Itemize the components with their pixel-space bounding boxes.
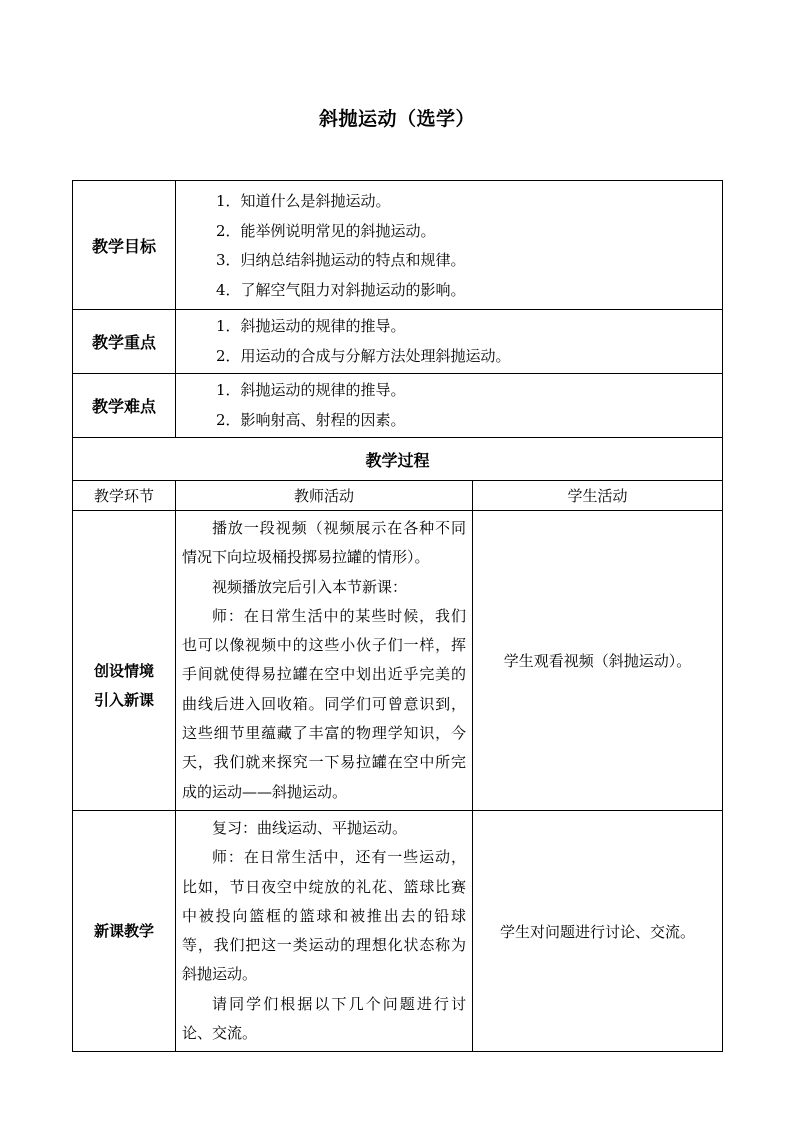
process-title: 教学过程: [73, 438, 723, 481]
difficulty-item: 1．斜抛运动的规律的推导。: [216, 381, 406, 399]
column-header-stage: 教学环节: [73, 481, 176, 511]
stage-cell: [73, 810, 176, 1051]
table-row: [73, 810, 723, 1051]
teacher-paragraph: 播放一段视频（视频展示在各种不同情况下向垃圾桶投掷易拉罐的情形）。: [182, 519, 466, 567]
stage-label: 引入新课: [93, 691, 154, 710]
student-activity-cell: 学生对问题进行讨论、交流。: [473, 810, 723, 1051]
teacher-paragraph: 请同学们根据以下几个问题进行讨论、交流。: [182, 994, 466, 1043]
teacher-paragraph: 复习：曲线运动、平抛运动。: [212, 818, 408, 837]
column-header-teacher: 教师活动: [176, 481, 473, 511]
difficulty-row: [73, 374, 723, 438]
student-activity-cell: 学生观看视频（斜抛运动）。: [473, 511, 723, 811]
stage-label: 创设情境: [93, 662, 154, 681]
teacher-paragraph: 师：在日常生活中的某些时候，我们也可以像视频中的这些小伙子们一样，挥手间就使得易拉罐在空中划出近乎完美的曲线后进入回收箱。同学们可曾意识到，这些细节里蕴藏了丰富的物理学知识，今天，我们就来探究一下易拉罐在空中所完成的运动——斜抛运动。: [182, 606, 466, 801]
goal-item: 4．了解空气阻力对斜抛运动的影响。: [216, 280, 466, 299]
goal-item: 2．能举例说明常见的斜抛运动。: [216, 221, 436, 240]
stage-cell: [73, 511, 176, 811]
goal-item: 1．知道什么是斜抛运动。: [216, 192, 391, 210]
goals-label: 教学目标: [73, 181, 176, 310]
focus-item: 2．用运动的合成与分解方法处理斜抛运动。: [216, 346, 511, 365]
focus-label: 教学重点: [73, 310, 176, 374]
lesson-plan-table: [72, 180, 723, 1052]
difficulty-list: [176, 374, 723, 438]
column-header-student: 学生活动: [473, 481, 723, 511]
process-title-row: [73, 438, 723, 481]
table-row: [73, 511, 723, 811]
page-title: 斜抛运动（选学）: [318, 108, 475, 130]
difficulty-label: 教学难点: [73, 374, 176, 438]
goal-item: 3．归纳总结斜抛运动的特点和规律。: [216, 251, 466, 269]
teacher-paragraph: 视频播放完后引入本节新课：: [212, 577, 408, 596]
column-header-row: [73, 481, 723, 511]
focus-row: [73, 310, 723, 374]
difficulty-item: 2．影响射高、射程的因素。: [216, 410, 406, 429]
focus-item: 1．斜抛运动的规律的推导。: [216, 317, 406, 335]
teacher-activity-cell: [176, 810, 473, 1051]
goals-list: [176, 181, 723, 310]
teacher-paragraph: 师：在日常生活中，还有一些运动，比如，节日夜空中绽放的礼花、篮球比赛中被投向篮框的篮球和被推出去的铅球等，我们把这一类运动的理想化状态称为斜抛运动。: [182, 848, 466, 984]
teacher-activity-cell: [176, 511, 473, 811]
stage-label: 新课教学: [93, 921, 154, 940]
focus-list: [176, 310, 723, 374]
goals-row: [73, 181, 723, 310]
